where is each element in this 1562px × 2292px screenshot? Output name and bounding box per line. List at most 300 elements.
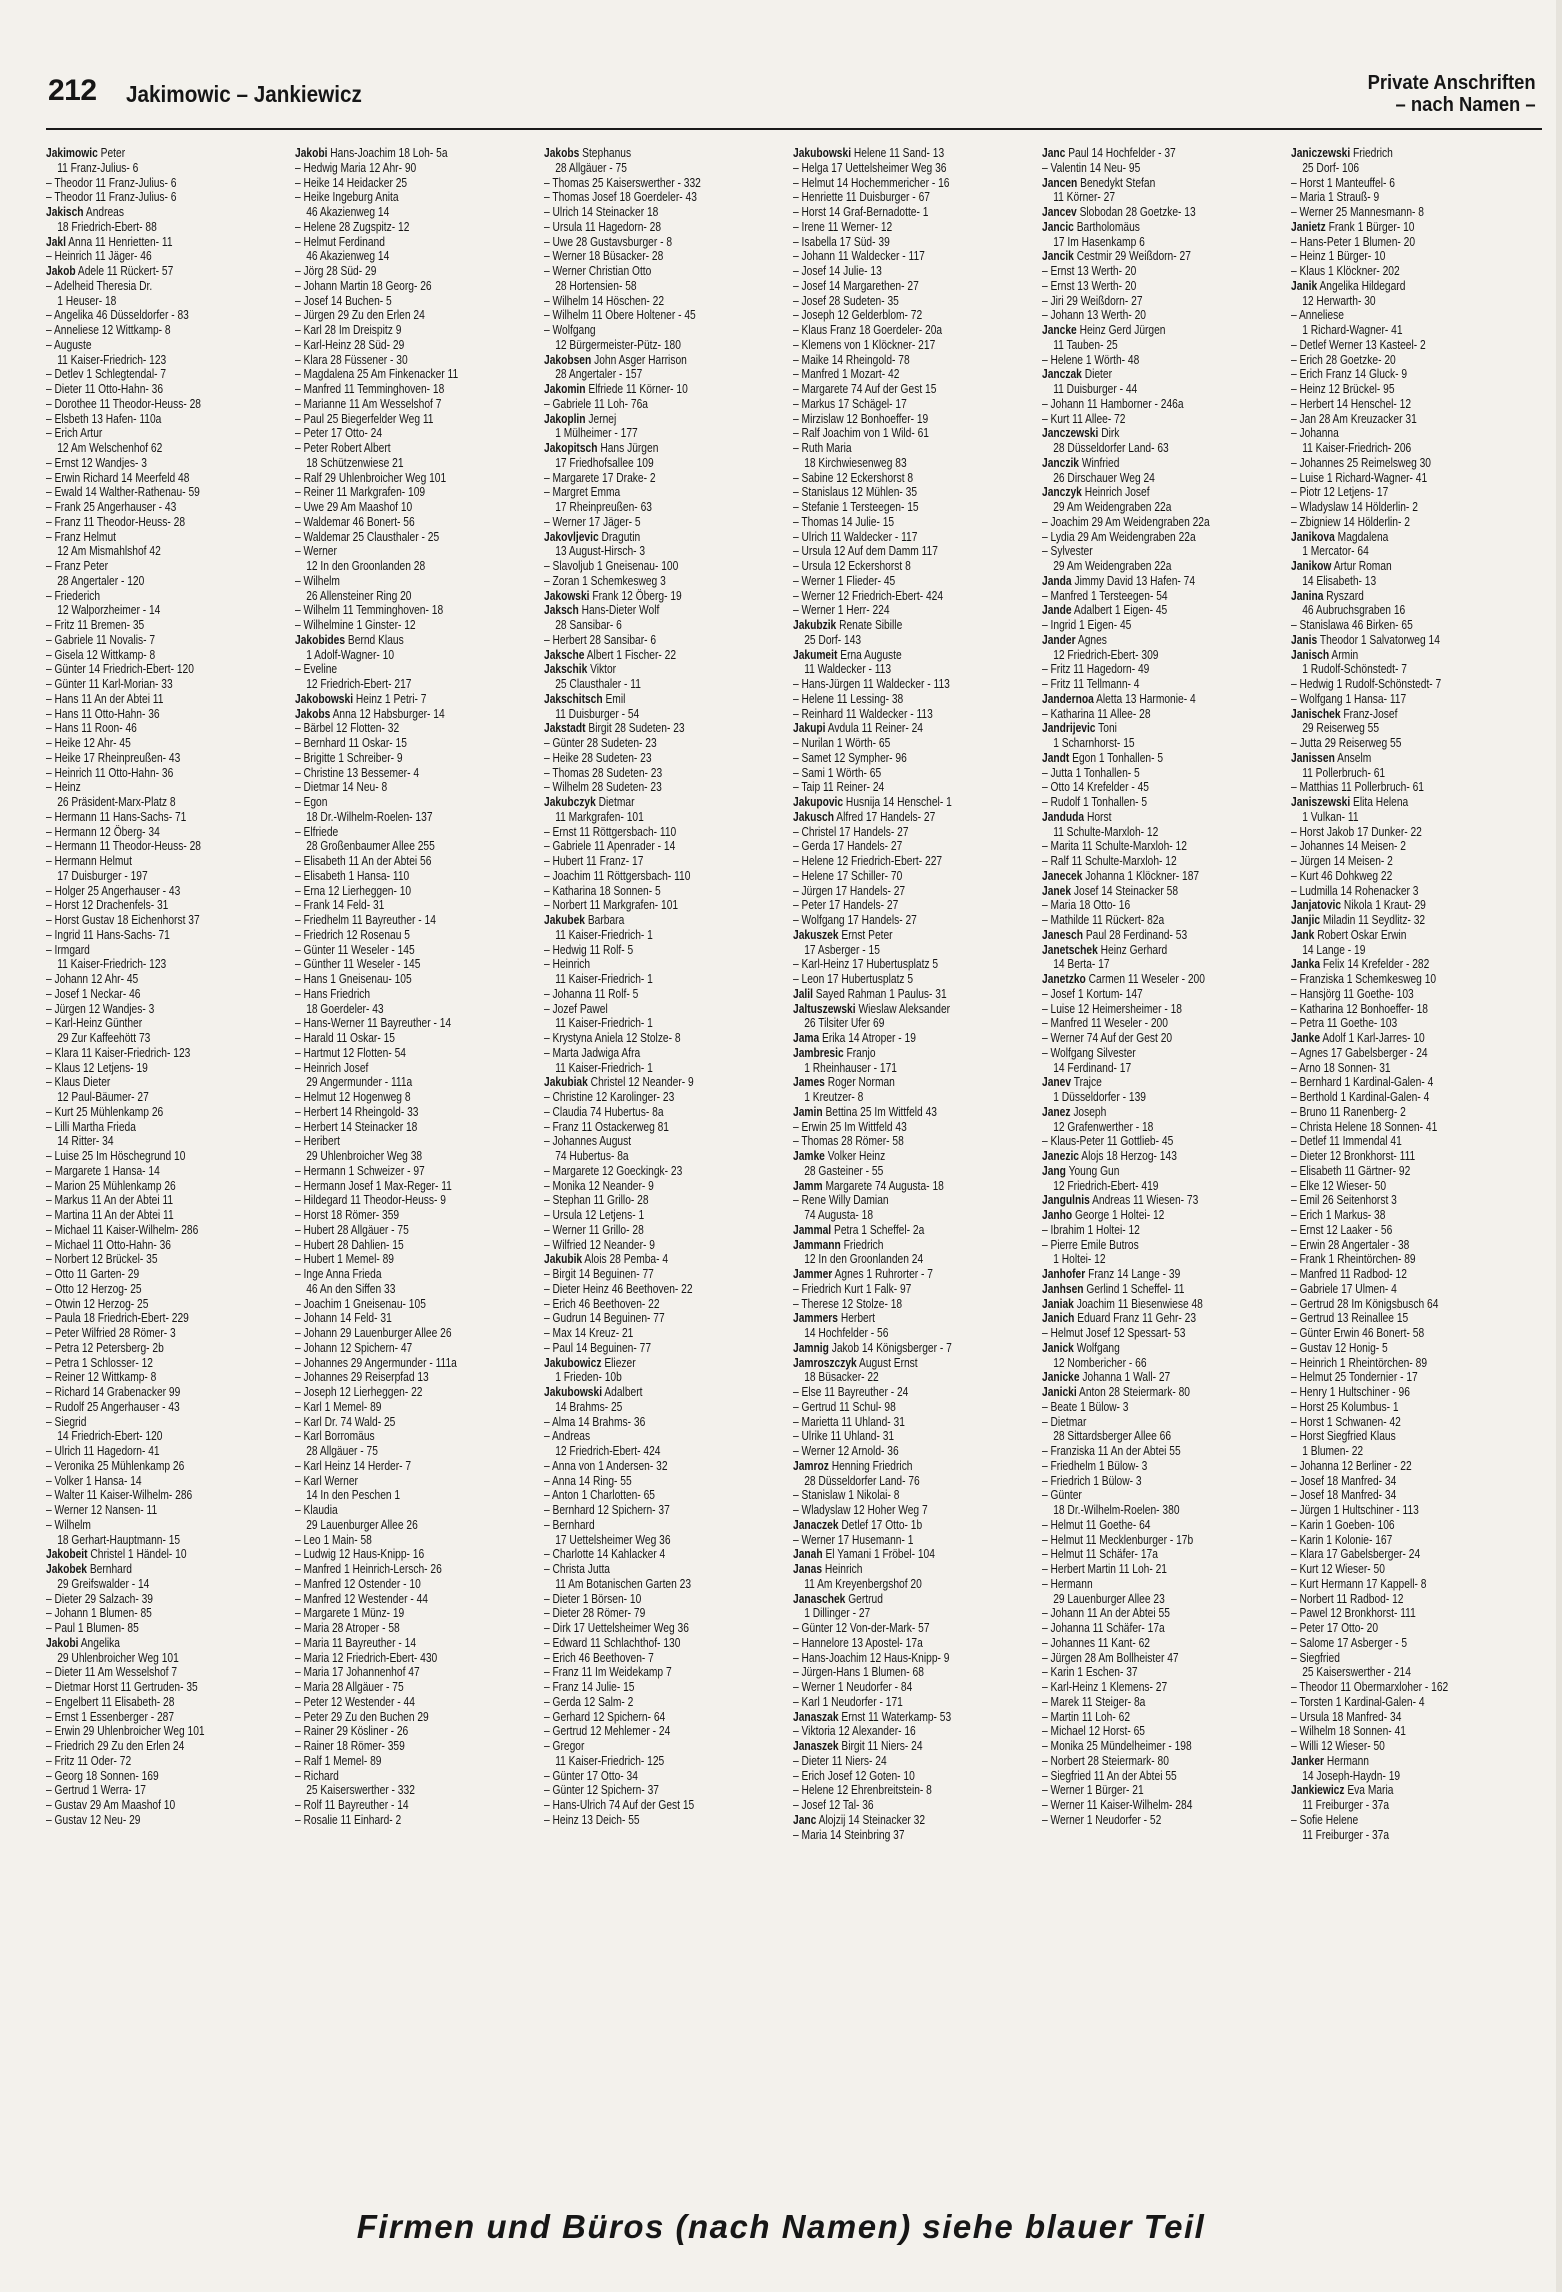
sub-entry: – Ulrike 11 Uhland- 31	[793, 1429, 895, 1444]
entry-detail: Alojs 18 Herzog- 143	[1081, 1149, 1177, 1163]
entry-detail: Miladin 11 Seydlitz- 32	[1322, 913, 1426, 927]
entry-detail: Hans-Dieter Wolf	[581, 603, 660, 618]
sub-entry: – Katharina 18 Sonnen- 5	[544, 883, 661, 898]
address-continuation: 12 Bürgermeister-Pütz- 180	[555, 337, 681, 352]
sub-entry: – Karl-Heinz 28 Süd- 29	[295, 337, 405, 352]
sub-entry: – Elke 12 Wieser- 50	[1291, 1178, 1387, 1193]
sub-entry: – Heinrich 1 Rheintörchen- 89	[1291, 1355, 1428, 1370]
surname-entry	[295, 692, 544, 707]
entry-detail: Friedrich	[1353, 146, 1393, 160]
surname: Jakobs	[544, 146, 580, 160]
sub-entry: – Margret Emma	[544, 485, 621, 500]
sub-entry: – Dieter 11 Am Wesselshof 7	[46, 1665, 178, 1680]
sub-entry: – Jutta 1 Tonhallen- 5	[1042, 765, 1140, 780]
sub-entry: – Johann 11 An der Abtei 55	[1042, 1606, 1170, 1621]
sub-entry: – Christine 12 Karolinger- 23	[544, 1090, 675, 1104]
sub-entry: – Johann 11 Waldecker - 117	[793, 249, 925, 264]
surname-entry	[793, 1002, 1042, 1017]
entry-detail: Robert Oskar Erwin	[1317, 927, 1407, 942]
sub-entry: – Heike 28 Sudeten- 23	[544, 750, 652, 765]
sub-entry: – Friedrich 1 Bülow- 3	[1042, 1473, 1142, 1488]
address-continuation: 11 Kaiser-Friedrich- 1	[555, 1016, 653, 1031]
sub-entry: – Dieter 28 Römer- 79	[544, 1606, 646, 1621]
sub-entry: – Hubert 28 Allgäuer - 75	[295, 1222, 409, 1237]
sub-entry: – Wilhelm 18 Sonnen- 41	[1291, 1724, 1406, 1739]
surname: Janc	[793, 1812, 817, 1827]
sub-entry: – Reiner 12 Wittkamp- 8	[46, 1370, 157, 1385]
sub-entry: – Rene Willy Damian	[793, 1193, 889, 1208]
surname: Janietz	[1291, 219, 1326, 234]
surname: Jakuszek	[793, 927, 839, 942]
sub-entry: – Johann 11 Hamborner - 246a	[1042, 396, 1184, 411]
address-continuation: 11 Pollerbruch- 61	[1302, 765, 1386, 780]
surname-entry	[1042, 1149, 1291, 1164]
address-continuation: 28 Düsseldorfer Land- 76	[804, 1473, 920, 1488]
sub-entry: – Stanislaw 1 Nikolai- 8	[793, 1488, 900, 1503]
sub-entry: – Dieter 1 Börsen- 10	[544, 1591, 642, 1606]
sub-entry: – Erwin Richard 14 Meerfeld 48	[46, 470, 190, 485]
address-continuation: 14 Lange - 19	[1302, 942, 1366, 957]
sub-entry: – Fritz 11 Bremen- 35	[46, 618, 145, 632]
sub-entry: – Günter 28 Sudeten- 23	[544, 736, 657, 750]
sub-entry: – Johannes 11 Kant- 62	[1042, 1635, 1150, 1650]
sub-entry: – Ralf 1 Memel- 89	[295, 1753, 382, 1768]
sub-entry: – Fritz 11 Tellmann- 4	[1042, 677, 1140, 691]
sub-entry: – Hermann Helmut	[46, 854, 132, 868]
sub-entry: – Otto 11 Garten- 29	[46, 1267, 140, 1281]
sub-entry: – Marek 11 Steiger- 8a	[1042, 1694, 1146, 1709]
sub-entry: – Norbert 11 Markgrafen- 101	[544, 898, 679, 913]
entry-detail: Wolfgang	[1076, 1340, 1120, 1355]
surname-entry	[793, 810, 1042, 825]
sub-entry: – Hans-Joachim 12 Haus-Knipp- 9	[793, 1650, 950, 1665]
sub-entry: – Monika 25 Mündelheimer - 198	[1042, 1739, 1192, 1753]
address-continuation: 12 Friedrich-Ebert- 217	[306, 677, 412, 691]
sub-entry: – Katharina 11 Allee- 28	[1042, 706, 1151, 721]
sub-entry: – Sofie Helene	[1291, 1812, 1359, 1827]
surname-entry	[544, 913, 793, 928]
surname-entry	[46, 146, 295, 161]
sub-entry: – Kurt 11 Allee- 72	[1042, 411, 1126, 426]
entry-detail: Johanna 1 Klöckner- 187	[1085, 868, 1200, 883]
surname: Jakimowic	[46, 146, 98, 160]
surname: Janez	[1042, 1104, 1071, 1119]
address-continuation: 25 Kaiserswerther - 214	[1302, 1665, 1411, 1680]
entry-detail: Stephanus	[582, 146, 632, 160]
sub-entry: – Kurt Hermann 17 Kappell- 8	[1291, 1576, 1427, 1591]
address-continuation: 11 Markgrafen- 101	[555, 809, 644, 824]
entry-detail: Sayed Rahman 1 Paulus- 31	[815, 986, 947, 1001]
surname: Jandrijevic	[1042, 721, 1096, 736]
sub-entry: – Günther 11 Weseler - 145	[295, 957, 421, 972]
surname-entry	[544, 1356, 793, 1371]
sub-entry: – Josef 1 Kortum- 147	[1042, 986, 1143, 1001]
entry-detail: John Asger Harrison	[594, 352, 687, 367]
address-continuation: 1 Kreutzer- 8	[804, 1090, 864, 1104]
surname: Jakob	[46, 264, 76, 278]
sub-entry: – Johannes 29 Reiserpfad 13	[295, 1370, 429, 1385]
sub-entry: – Helga 17 Uettelsheimer Weg 36	[793, 160, 947, 175]
sub-entry: – Hans-Jürgen 11 Waldecker - 113	[793, 677, 950, 691]
sub-entry: – Peter Robert Albert	[295, 441, 391, 455]
sub-entry: – Gustav 29 Am Maashof 10	[46, 1798, 176, 1812]
sub-entry: – Stefanie 1 Tersteegen- 15	[793, 500, 919, 514]
sub-entry: – Werner Christian Otto	[544, 264, 652, 278]
sub-entry: – Helene 17 Schiller- 70	[793, 868, 903, 883]
sub-entry: – Anneliese	[1291, 308, 1344, 323]
sub-entry: – Ernst 13 Werth- 20	[1042, 264, 1137, 278]
sub-entry: – Josef 12 Tal- 36	[793, 1798, 874, 1812]
surname: Jakobi	[46, 1635, 79, 1650]
sub-entry: – Horst Jakob 17 Dunker- 22	[1291, 824, 1422, 839]
entry-detail: Artur Roman	[1333, 559, 1392, 573]
sub-entry: – Hansjörg 11 Goethe- 103	[1291, 986, 1414, 1001]
address-continuation: 14 Ferdinand- 17	[1053, 1060, 1132, 1075]
sub-entry: – Berthold 1 Kardinal-Galen- 4	[1291, 1090, 1430, 1104]
surname: Jakobek	[46, 1562, 87, 1576]
surname-entry	[1042, 1282, 1291, 1297]
page-number: 212	[48, 74, 97, 107]
sub-entry: – Johannes August	[544, 1134, 632, 1149]
sub-entry: – Valentin 14 Neu- 95	[1042, 160, 1141, 175]
sub-entry: – Friedhelm 1 Bülow- 3	[1042, 1458, 1148, 1473]
surname: Janicke	[1042, 1370, 1080, 1385]
sub-entry: – Dieter 12 Bronkhorst- 111	[1291, 1149, 1416, 1163]
surname-entry	[793, 1813, 1042, 1828]
sub-entry: – Klara 28 Füssener - 30	[295, 352, 408, 367]
surname-entry	[793, 1341, 1042, 1356]
sub-entry: – Gertrud 11 Schul- 98	[793, 1399, 896, 1414]
surname: Jander	[1042, 632, 1076, 647]
address-continuation: 18 Büsacker- 22	[804, 1370, 879, 1385]
sub-entry: – Johann 13 Werth- 20	[1042, 308, 1146, 323]
sub-entry: – Ingrid 1 Eigen- 45	[1042, 618, 1132, 632]
sub-entry: – Klaus Dieter	[46, 1075, 111, 1090]
address-continuation: 25 Dorf- 143	[804, 632, 862, 647]
sub-entry: – Frank 14 Feld- 31	[295, 898, 385, 913]
surname: Jancen	[1042, 175, 1078, 190]
sub-entry: – Volker 1 Hansa- 14	[46, 1473, 142, 1488]
sub-entry: – Christa Helene 18 Sonnen- 41	[1291, 1119, 1438, 1134]
address-continuation: 1 Rudolf-Schönstedt- 7	[1302, 662, 1407, 677]
sub-entry: – Wilhelm	[46, 1517, 91, 1532]
surname: Janho	[1042, 1208, 1073, 1222]
address-continuation: 13 August-Hirsch- 3	[555, 544, 646, 559]
sub-entry: – Jürgen-Hans 1 Blumen- 68	[793, 1665, 924, 1680]
sub-entry: – Marietta 11 Uhland- 31	[793, 1414, 905, 1429]
sub-entry: – Karl Dr. 74 Wald- 25	[295, 1414, 396, 1429]
sub-entry: – Thomas 28 Sudeten- 23	[544, 765, 663, 780]
surname-entry	[1291, 898, 1540, 913]
address-continuation: 12 Am Mismahlshof 42	[57, 544, 161, 559]
address-continuation: 1 Heuser- 18	[57, 293, 117, 308]
surname-entry	[793, 1105, 1042, 1120]
sub-entry: – Johann 29 Lauenburger Allee 26	[295, 1326, 452, 1340]
sub-entry: – Karl Werner	[295, 1473, 358, 1488]
sub-entry: – Manfred 11 Radbod- 12	[1291, 1267, 1407, 1281]
address-continuation: 12 Walporzheimer - 14	[57, 603, 161, 618]
surname-entry	[1291, 707, 1540, 722]
address-continuation: 17 Friedhofsallee 109	[555, 455, 654, 470]
sub-entry: – Martin 11 Loh- 62	[1042, 1709, 1131, 1724]
entry-detail: Peter	[100, 146, 126, 160]
sub-entry: – Norbert 28 Steiermark- 80	[1042, 1753, 1169, 1768]
sub-entry: – Angelika 46 Düsseldorfer - 83	[46, 308, 189, 323]
sub-entry: – Hubert 11 Franz- 17	[544, 854, 644, 868]
surname-entry	[793, 1562, 1042, 1577]
sub-entry: – Johanna	[1291, 426, 1339, 441]
sub-entry: – Franz 14 Julie- 15	[544, 1680, 635, 1694]
entry-detail: Horst	[1086, 809, 1112, 824]
surname: Jakubowski	[793, 146, 852, 160]
surname: Jande	[1042, 603, 1072, 618]
sub-entry: – Werner 1 Bürger- 21	[1042, 1783, 1144, 1798]
address-continuation: 12 In den Groonlanden 24	[804, 1252, 924, 1267]
address-continuation: 18 Dr.-Wilhelm-Roelen- 137	[306, 809, 433, 824]
surname: Jakobeit	[46, 1547, 88, 1562]
sub-entry: – Torsten 1 Kardinal-Galen- 4	[1291, 1694, 1425, 1709]
sub-entry: – Claudia 74 Hubertus- 8a	[544, 1104, 664, 1119]
sub-entry: – Jozef Pawel	[544, 1001, 608, 1016]
sub-entry: – Johann 12 Ahr- 45	[46, 972, 139, 986]
sub-entry: – Wilhelm	[295, 573, 340, 588]
sub-entry: – Erich 28 Goetzke- 20	[1291, 352, 1396, 367]
sub-entry: – Friedhelm 11 Bayreuther - 14	[295, 913, 436, 927]
sub-entry: – Helmut 11 Schäfer- 17a	[1042, 1547, 1158, 1562]
sub-entry: – Peter 29 Zu den Buchen 29	[295, 1709, 429, 1724]
sub-entry: – Wilhelm 11 Temminghoven- 18	[295, 603, 444, 618]
surname-entry	[1042, 928, 1291, 943]
sub-entry: – Markus 11 An der Abtei 11	[46, 1193, 174, 1208]
entry-detail: Eduard Franz 11 Gehr- 23	[1077, 1311, 1197, 1326]
surname-entry	[1042, 751, 1291, 766]
address-continuation: 25 Kaiserswerther - 332	[306, 1783, 415, 1798]
surname: Janah	[793, 1547, 823, 1562]
sub-entry: – Klaus 1 Klöckner- 202	[1291, 264, 1400, 278]
sub-entry: – Rosalie 11 Einhard- 2	[295, 1812, 402, 1827]
surname: Jamnig	[793, 1340, 829, 1355]
sub-entry: – Heinz 13 Deich- 55	[544, 1812, 640, 1827]
sub-entry: – Margarete 74 Auf der Gest 15	[793, 382, 937, 396]
address-continuation: 11 Am Kreyenbergshof 20	[804, 1576, 922, 1591]
sub-entry: – Ursula 12 Auf dem Damm 117	[793, 544, 938, 559]
sub-entry: – Arno 18 Sonnen- 31	[1291, 1060, 1391, 1075]
sub-entry: – Hannelore 13 Apostel- 17a	[793, 1635, 923, 1650]
surname-entry	[1291, 795, 1540, 810]
sub-entry: – Margarete 1 Münz- 19	[295, 1606, 405, 1621]
sub-entry: – Günter	[1042, 1488, 1082, 1503]
entry-detail: Adalbert	[604, 1385, 643, 1399]
address-continuation: 11 Freiburger - 37a	[1302, 1798, 1390, 1812]
sub-entry: – Inge Anna Frieda	[295, 1267, 382, 1281]
sub-entry: – Christine 13 Bessemer- 4	[295, 765, 420, 780]
address-continuation: 26 Dirschauer Weg 24	[1053, 470, 1155, 485]
sub-entry: – Elisabeth 11 Gärtner- 92	[1291, 1163, 1411, 1178]
address-continuation: 17 Rheinpreußen- 63	[555, 500, 652, 514]
entry-detail: Joachim 11 Biesenwiese 48	[1076, 1296, 1203, 1311]
sub-entry: – Karl-Heinz Günther	[46, 1016, 143, 1031]
surname-entry	[1042, 456, 1291, 471]
entry-detail: Franjo	[846, 1045, 876, 1060]
entry-detail: Ernst Peter	[841, 927, 893, 942]
sub-entry: – Manfred 12 Ostender - 10	[295, 1576, 421, 1591]
address-continuation: 12 In den Groonlanden 28	[306, 559, 426, 573]
surname: Jalil	[793, 986, 813, 1001]
surname: Jaltuszewski	[793, 1001, 856, 1016]
sub-entry: – Günter 11 Weseler - 145	[295, 942, 415, 957]
surname-entry	[1291, 957, 1540, 972]
surname-entry	[793, 648, 1042, 663]
sub-entry: – Werner 1 Neudorfer - 84	[793, 1680, 913, 1694]
entry-detail: Jimmy David 13 Hafen- 74	[1074, 573, 1196, 588]
sub-entry: – Ernst 1 Essenberger - 287	[46, 1709, 175, 1724]
sub-entry: – Erich 46 Beethoven- 22	[544, 1296, 660, 1311]
sub-entry: – Manfred 1 Heinrich-Lersch- 26	[295, 1562, 442, 1576]
surname: Jakovljevic	[544, 529, 599, 544]
sub-entry: – Werner 12 Nansen- 11	[46, 1503, 158, 1517]
surname: Jangulnis	[1042, 1193, 1090, 1208]
sub-entry: – Ralf 11 Schulte-Marxloh- 12	[1042, 854, 1177, 868]
address-continuation: 28 Sittardsberger Allee 66	[1053, 1429, 1172, 1444]
sub-entry: – Markus 17 Schägel- 17	[793, 396, 907, 411]
sub-entry: – Hubert 1 Memel- 89	[295, 1252, 395, 1267]
surname: Jandt	[1042, 750, 1070, 765]
surname-entry	[544, 412, 793, 427]
surname: Jancik	[1042, 249, 1074, 264]
surname-entry	[1291, 1783, 1540, 1798]
surname-entry	[295, 707, 544, 722]
address-continuation: 28 Angertaler - 157	[555, 367, 643, 382]
sub-entry: – Ruth Maria	[793, 441, 852, 455]
entry-detail: Bernd Klaus	[347, 632, 404, 647]
surname-entry	[1042, 220, 1291, 235]
sub-entry: – Werner 18 Büsacker- 28	[544, 249, 664, 264]
sub-entry: – Irene 11 Werner- 12	[793, 219, 893, 234]
sub-entry: – Josef 14 Buchen- 5	[295, 293, 392, 308]
sub-entry: – Helene 11 Lessing- 38	[793, 691, 904, 706]
sub-entry: – Helene 12 Ehrenbreitstein- 8	[793, 1783, 932, 1798]
sub-entry: – Norbert 11 Radbod- 12	[1291, 1591, 1404, 1606]
sub-entry: – Franz 11 Ostackerweg 81	[544, 1119, 669, 1134]
sub-entry: – Günter 12 Von-der-Mark- 57	[793, 1621, 930, 1635]
sub-entry: – Jürgen 29 Zu den Erlen 24	[295, 308, 425, 323]
surname: Jakl	[46, 234, 66, 249]
sub-entry: – Bernhard 12 Spichern- 37	[544, 1503, 670, 1517]
sub-entry: – Jiri 29 Weißdorn- 27	[1042, 293, 1143, 308]
sub-entry: – Luise 12 Heimersheimer - 18	[1042, 1001, 1182, 1016]
sub-entry: – Lydia 29 Am Weidengraben 22a	[1042, 529, 1196, 544]
entry-detail: Christel 1 Händel- 10	[90, 1547, 187, 1562]
sub-entry: – Peter 17 Otto- 24	[295, 426, 383, 441]
sub-entry: – Helmut 25 Tondernier - 17	[1291, 1370, 1418, 1385]
entry-detail: Dragutin	[601, 529, 641, 544]
sub-entry: – Günter 14 Friedrich-Ebert- 120	[46, 662, 194, 677]
entry-detail: Henning Friedrich	[831, 1458, 913, 1473]
address-continuation: 29 Angermunder - 111a	[306, 1075, 413, 1090]
address-continuation: 28 Großenbaumer Allee 255	[306, 839, 435, 854]
sub-entry: – Otto 14 Krefelder - 45	[1042, 780, 1149, 795]
sub-entry: – Gabriele 11 Novalis- 7	[46, 632, 156, 647]
sub-entry: – Peter 12 Westender - 44	[295, 1694, 415, 1709]
entry-detail: Heinz Gerd Jürgen	[1079, 323, 1166, 337]
entry-detail: Birgit 11 Niers- 24	[841, 1739, 923, 1753]
sub-entry: – Marion 25 Mühlenkamp 26	[46, 1178, 176, 1193]
sub-entry: – Klara 17 Gabelsberger- 24	[1291, 1547, 1421, 1562]
surname-entry	[793, 1710, 1042, 1725]
surname-entry	[1042, 692, 1291, 707]
surname: Jancev	[1042, 205, 1077, 219]
entry-detail: Young Gun	[1068, 1163, 1120, 1178]
entry-detail: Felix 14 Krefelder - 282	[1322, 957, 1430, 972]
address-continuation: 25 Clausthaler - 11	[555, 677, 641, 691]
sub-entry: – Maria 14 Steinbring 37	[793, 1827, 905, 1842]
surname-entry	[1042, 1297, 1291, 1312]
address-continuation: 28 Hortensien- 58	[555, 278, 637, 293]
sub-entry: – Karin 1 Kolonie- 167	[1291, 1532, 1393, 1547]
sub-entry: – Gisela 12 Wittkamp- 8	[46, 647, 156, 662]
address-continuation: 1 Mercator- 64	[1302, 544, 1369, 559]
sub-entry: – Bernhard 1 Kardinal-Galen- 4	[1291, 1075, 1434, 1090]
entry-detail: Alojzij 14 Steinacker 32	[818, 1812, 926, 1827]
sub-entry: – Hartmut 12 Flotten- 54	[295, 1045, 406, 1060]
entry-detail: Petra 1 Scheffel- 2a	[833, 1222, 925, 1237]
surname-entry	[544, 1075, 793, 1090]
sub-entry: – Kurt 46 Dohkweg 22	[1291, 868, 1393, 883]
surname-entry	[544, 382, 793, 397]
address-continuation: 18 Goerdeler- 43	[306, 1001, 384, 1016]
sub-entry: – Ernst 11 Röttgersbach- 110	[544, 824, 677, 839]
sub-entry: – Helmut Ferdinand	[295, 234, 385, 249]
sub-entry: – Josef 18 Manfred- 34	[1291, 1488, 1397, 1503]
entry-detail: Gertrud	[848, 1591, 883, 1606]
sub-entry: – Dietmar Horst 11 Gertruden- 35	[46, 1680, 198, 1694]
surname: Janda	[1042, 573, 1072, 588]
entry-detail: Dirk	[1101, 426, 1120, 441]
surname-entry	[1042, 1311, 1291, 1326]
sub-entry: – Engelbert 11 Elisabeth- 28	[46, 1694, 175, 1709]
sub-entry: – Samet 12 Sympher- 96	[793, 750, 907, 765]
entry-detail: Herbert	[840, 1311, 875, 1326]
surname-entry	[1042, 367, 1291, 382]
sub-entry: – Reiner 11 Markgrafen- 109	[295, 485, 426, 500]
surname-entry	[1291, 279, 1540, 294]
sub-entry: – Pierre Emile Butros	[1042, 1237, 1139, 1252]
sub-entry: – Ludwig 12 Haus-Knipp- 16	[295, 1547, 425, 1562]
entry-detail: Anselm	[1337, 750, 1372, 765]
sub-entry: – Willi 12 Wieser- 50	[1291, 1739, 1385, 1753]
surname: Janka	[1291, 957, 1321, 972]
entry-detail: Franz 14 Lange - 39	[1088, 1267, 1181, 1281]
sub-entry: – Wolfgang	[544, 323, 596, 337]
sub-entry: – Klaudia	[295, 1503, 338, 1517]
surname: Janke	[1291, 1031, 1321, 1045]
entry-detail: Dieter	[1084, 367, 1113, 382]
surname: Jamin	[793, 1104, 823, 1119]
surname-entry	[1291, 220, 1540, 235]
surname: Jammer	[793, 1267, 833, 1281]
section-title-line-2: – nach Namen –	[1395, 94, 1536, 116]
sub-entry: – Joseph 12 Gelderblom- 72	[793, 308, 923, 323]
sub-entry: – Beate 1 Bülow- 3	[1042, 1399, 1129, 1414]
entry-detail: Josef 14 Steinacker 58	[1073, 883, 1179, 898]
entry-detail: Agnes 1 Ruhrorter - 7	[834, 1267, 934, 1281]
sub-entry: – Hildegard 11 Theodor-Heuss- 9	[295, 1193, 446, 1208]
sub-entry: – Thomas Josef 18 Goerdeler- 43	[544, 190, 697, 205]
entry-detail: Viktor	[590, 662, 617, 677]
surname-entry	[1042, 633, 1291, 648]
entry-detail: Joseph	[1073, 1104, 1107, 1119]
surname-entry	[793, 1311, 1042, 1326]
